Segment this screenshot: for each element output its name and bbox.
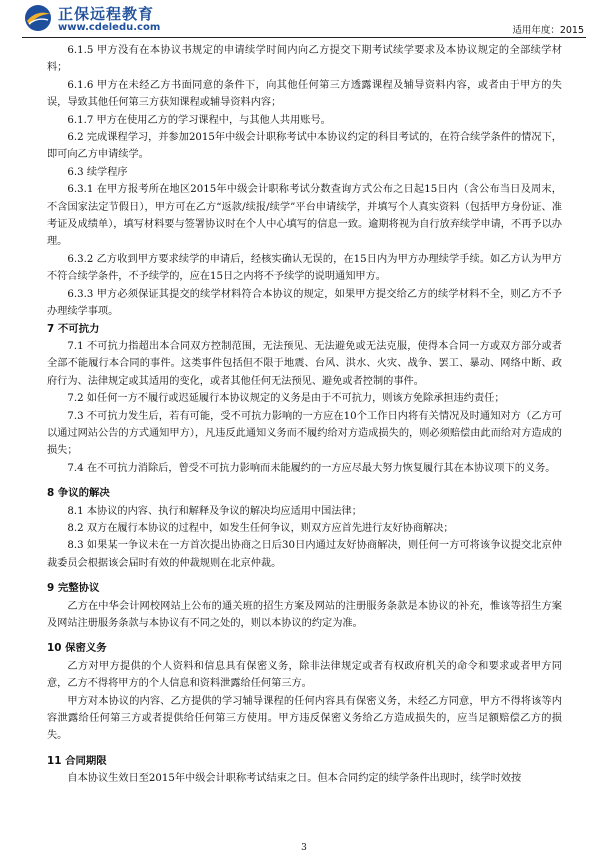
page-number: 3 [301, 843, 307, 853]
paragraph: 乙方在中华会计网校网站上公布的通关班的招生方案及网站的注册服务条款是本协议的补充，惟该等招生方案及网站注册服务条款与本协议有不同之处的，则以本协议的约定为准。 [47, 600, 562, 629]
globe-swoosh-icon [24, 4, 52, 32]
paragraph: 7.4 在不可抗力消除后，曾受不可抗力影响而未能履约的一方应尽最大努力恢复履行其在本协议项下的义务。 [67, 462, 556, 474]
paragraph: 7.2 如任何一方不履行或迟延履行本协议规定的义务是由于不可抗力，则该方免除承担违约责任； [67, 393, 505, 405]
paragraph: 6.2 完成课程学习，并参加2015年中级会计职称考试中本协议约定的科目考试的，在符合续学条件的情况下，即可向乙方申请续学。 [47, 132, 562, 161]
section-gap [47, 632, 562, 640]
section-heading: 9 完整协议 [47, 582, 100, 595]
section-gap [47, 477, 562, 485]
paragraph: 6.3 续学程序 [67, 166, 128, 178]
page-header [0, 0, 608, 40]
paragraph: 8.1 本协议的内容、执行和解释及争议的解决均应适用中国法律； [67, 505, 362, 517]
year-label: 适用年度：2015 [512, 25, 584, 36]
paragraph: 7.3 不可抗力发生后，若有可能，受不可抗力影响的一方应在10个工作日内将有关情况及时通知对方（乙方可以通过网站公告的方式通知甲方），凡违反此通知义务而不履约给对方造成损失的，则必须赔偿由此而给对方造成的损失； [47, 410, 562, 457]
paragraph: 6.3.1 在甲方报考所在地区2015年中级会计职称考试分数查询方式公布之日起15日内（含公布当日及周末，不含国家法定节假日），甲方可在乙方“返款/续报/续学”平台申请续学，并填写个人真实资料（包括甲方身份证、准考证及成绩单），填写材料要与签署协议时在个人中心填写的信息一致。逾期将视为自行放弃续学申请，不再予以办理。 [47, 184, 562, 248]
paragraph: 6.1.7 甲方在使用乙方的学习课程中，与其他人共用账号。 [67, 114, 331, 126]
section-heading: 11 合同期限 [47, 754, 107, 767]
section-gap [47, 572, 562, 580]
header-divider [22, 37, 586, 38]
paragraph: 8.2 双方在履行本协议的过程中，如发生任何争议，则双方应首先进行友好协商解决； [67, 522, 454, 534]
paragraph: 6.3.3 甲方必须保证其提交的续学材料符合本协议的规定，如果甲方提交给乙方的续学材料不全，则乙方不予办理续学事项。 [47, 288, 562, 318]
brand-url: www.cdeledu.com [58, 22, 161, 33]
paragraph: 6.3.2 乙方收到甲方要求续学的申请后，经核实确认无误的，在15日内为甲方办理续学手续。如乙方认为甲方不符合续学条件，不予续学的，应在15日之内将不予续学的说明通知甲方。 [47, 253, 562, 283]
brand-name: 正保远程教育 [58, 5, 155, 23]
section-heading: 8 争议的解决 [47, 487, 110, 500]
paragraph: 乙方对甲方提供的个人资料和信息具有保密义务，除非法律规定或者有权政府机关的命令和要求或者甲方同意，乙方不得将甲方的个人信息和资料泄露给任何第三方。 [47, 660, 562, 690]
paragraph: 6.1.5 甲方没有在本协议书规定的申请续学时间内向乙方提交下期考试续学要求及本协议规定的全部续学材料； [47, 45, 562, 74]
paragraph: 自本协议生效日至2015年中级会计职称考试结束之日。但本合同约定的续学条件出现时，续学时效按 [67, 773, 522, 785]
section-gap [47, 745, 562, 753]
section-heading: 10 保密义务 [47, 642, 107, 655]
document-body [47, 42, 562, 788]
paragraph: 8.3 如果某一争议未在一方首次提出协商之日后30日内通过友好协商解决，则任何一方可将该争议提交北京仲裁委员会根据该会届时有效的仲裁规则在北京仲裁。 [47, 540, 562, 569]
paragraph: 7.1 不可抗力指超出本合同双方控制范围，无法预见、无法避免或无法克服，使得本合同一方或双方部分或者全部不能履行本合同的事件。这类事件包括但不限于地震、台风、洪水、火灾、战争、罢工、暴动、网络中断、政府行为、法律规定或其适用的变化，或者其他任何无法预见、避免或者控制的事件。 [47, 340, 562, 387]
paragraph: 6.1.6 甲方在未经乙方书面同意的条件下，向其他任何第三方透露课程及辅导资料内容，或者由于甲方的失误，导致其他任何第三方获知课程或辅导资料内容； [47, 79, 562, 109]
paragraph: 甲方对本协议的内容、乙方提供的学习辅导课程的任何内容具有保密义务，未经乙方同意，甲方不得将该等内容泄露给任何第三方或者提供给任何第三方使用。甲方违反保密义务给乙方造成损失的，应当足额赔偿乙方的损失。 [47, 695, 562, 742]
section-heading: 7 不可抗力 [47, 322, 100, 335]
